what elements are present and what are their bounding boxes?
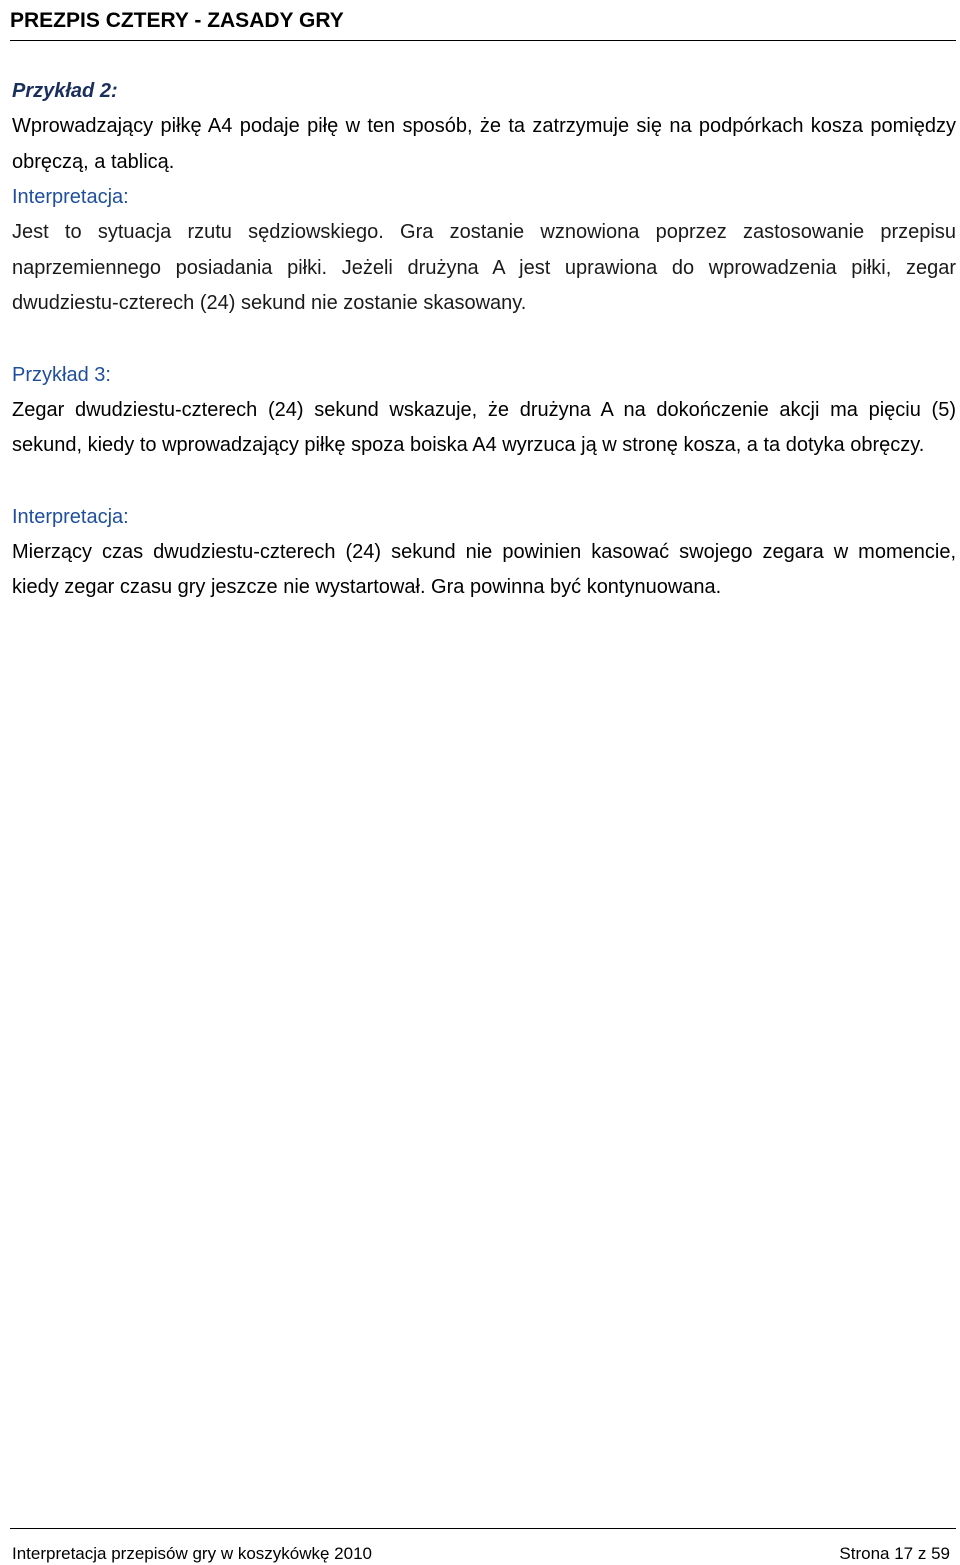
page-header [10, 0, 956, 41]
example-2-section [12, 74, 956, 322]
example-2-heading: Przykład 2: [12, 80, 118, 102]
footer-document-title: Interpretacja przepisów gry w koszykówkę 2010 [12, 1544, 372, 1563]
example-2-interpretation-heading: Interpretacja: [12, 186, 129, 208]
page-title: PREZPIS CZTERY - ZASADY GRY [10, 9, 344, 32]
example-3-heading: Przykład 3: [12, 363, 111, 386]
example-2-text: Wprowadzający piłkę A4 podaje piłę w ten sposób, że ta zatrzymuje się na podpórkach kosza pomiędzy obręczą, a tablicą. [12, 115, 956, 173]
example-3-interpretation-heading: Interpretacja: [12, 505, 129, 528]
page-footer [10, 1528, 956, 1565]
example-3-section [12, 358, 956, 464]
example-3-interpretation-section [12, 500, 956, 606]
document-body [12, 74, 956, 606]
example-3-text: Zegar dwudziestu-czterech (24) sekund wskazuje, że drużyna A na dokończenie akcji ma pięciu (5) sekund, kiedy to wprowadzający piłkę spoza boiska A4 wyrzuca ją w stronę kosza, a ta dotyka obręczy. [12, 398, 956, 456]
footer-page-number: Strona 17 z 59 [839, 1544, 950, 1563]
example-3-interpretation-text: Mierzący czas dwudziestu-czterech (24) sekund nie powinien kasować swojego zegara w momencie, kiedy zegar czasu gry jeszcze nie wystartował. Gra powinna być kontynuowana. [12, 540, 956, 598]
example-2-interpretation-text: Jest to sytuacja rzutu sędziowskiego. Gra zostanie wznowiona poprzez zastosowanie przepisu naprzemiennego posiadania piłki. Jeżeli drużyna A jest uprawiona do wprowadzenia piłki, zegar dwudziestu-czterech (24) sekund nie zostanie skasowany. [12, 221, 956, 314]
